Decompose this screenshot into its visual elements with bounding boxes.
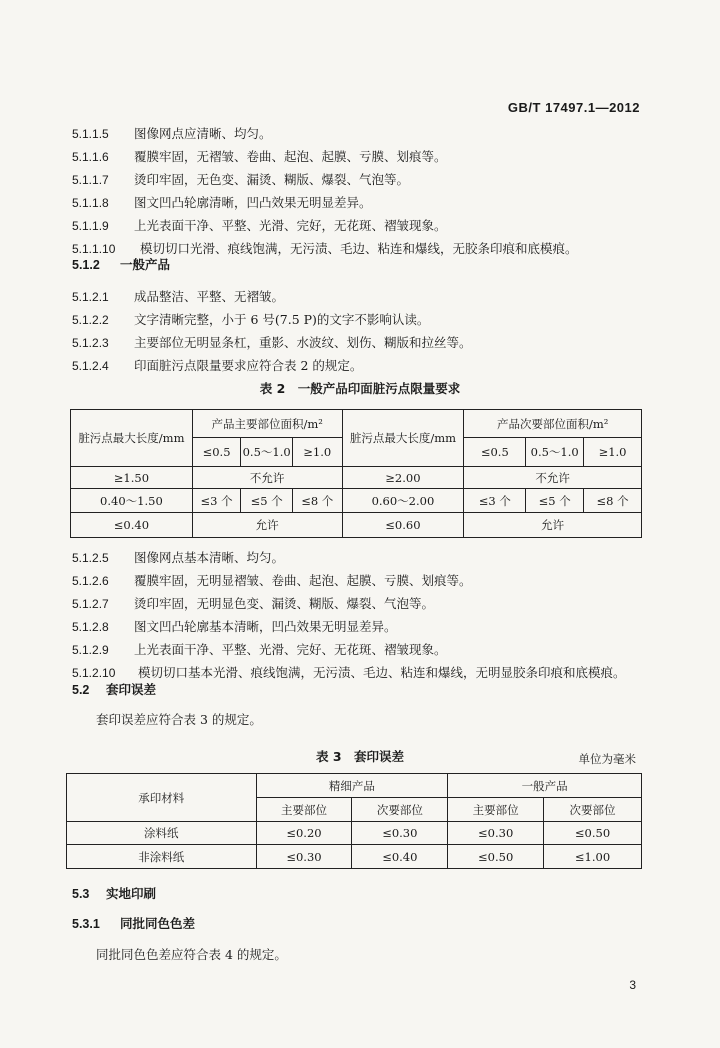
table3-cell: ≤0.50 (448, 845, 544, 869)
table3-subheader: 次要部位 (352, 798, 448, 822)
table2-cell: ≤3 个 (464, 489, 526, 513)
table2-cell: 不允许 (192, 467, 342, 489)
clause-list-5-1-2-cont (72, 546, 672, 684)
paragraph-5-2: 套印误差应符合表 3 的规定。 (96, 712, 262, 727)
clause-item: 5.1.1.6 覆膜牢固，无褶皱、卷曲、起泡、起膜、亏膜、划痕等。 (72, 149, 447, 164)
table2-caption: 表 2 一般产品印面脏污点限量要求 (259, 381, 461, 396)
table3-cell: 涂料纸 (67, 822, 257, 845)
table3-subheader: 主要部位 (256, 798, 352, 822)
table3-cell: ≤0.20 (256, 822, 352, 845)
clause-item: 5.1.2.1 成品整洁、平整、无褶皱。 (72, 289, 285, 304)
table2 (70, 409, 642, 538)
table3-unit-note: 单位为毫米 (578, 752, 636, 766)
table3-subheader: 主要部位 (448, 798, 544, 822)
table2-subheader: 0.5～1.0 (241, 438, 293, 467)
table2-cell: ≥1.50 (71, 467, 193, 489)
table2-subheader: ≤0.5 (464, 438, 526, 467)
table2-cell: 0.40～1.50 (71, 489, 193, 513)
clause-list-5-1-1 (72, 122, 672, 260)
table2-cell: ≤5 个 (241, 489, 293, 513)
table2-subheader: 0.5～1.0 (526, 438, 584, 467)
table3-header-fine: 精细产品 (256, 774, 448, 798)
table2-cell: ≤8 个 (584, 489, 642, 513)
table2-header-secondary-area: 产品次要部位面积/m² (464, 410, 642, 438)
table2-cell: ≤3 个 (192, 489, 241, 513)
section-heading-5-3-1: 5.3.1 同批同色色差 (72, 916, 196, 931)
clause-item: 5.1.1.5 图像网点应清晰、均匀。 (72, 126, 272, 141)
clause-item: 5.1.1.8 图文凹凸轮廓清晰，凹凸效果无明显差异。 (72, 195, 372, 210)
clause-item: 5.1.2.8 图文凹凸轮廓基本清晰，凹凸效果无明显差异。 (72, 619, 397, 634)
clause-list-5-1-2 (72, 285, 672, 377)
table2-header-main-area: 产品主要部位面积/m² (192, 410, 342, 438)
clause-item: 5.1.2.9 上光表面干净、平整、光滑、完好、无花斑、褶皱现象。 (72, 642, 447, 657)
table2-cell: 0.60～2.00 (342, 489, 464, 513)
table2-cell: ≤0.60 (342, 513, 464, 538)
table3-header-general: 一般产品 (448, 774, 642, 798)
paragraph-5-3-1: 同批同色色差应符合表 4 的规定。 (96, 947, 287, 962)
table-row (67, 822, 642, 845)
page-number: 3 (629, 978, 636, 992)
clause-item: 5.1.2.3 主要部位无明显条杠，重影、水波纹、划伤、糊版和拉丝等。 (72, 335, 472, 350)
clause-item: 5.1.2.6 覆膜牢固，无明显褶皱、卷曲、起泡、起膜、亏膜、划痕等。 (72, 573, 472, 588)
table3-caption: 表 3 套印误差 (315, 749, 405, 764)
table3-subheader: 次要部位 (544, 798, 642, 822)
table3-cell: ≤0.30 (352, 822, 448, 845)
table3-cell: ≤0.40 (352, 845, 448, 869)
table3-header-material: 承印材料 (67, 774, 257, 822)
table2-cell: ≤8 个 (292, 489, 342, 513)
table-row (67, 845, 642, 869)
table2-cell: ≤0.40 (71, 513, 193, 538)
clause-item: 5.1.2.2 文字清晰完整，小于 6 号(7.5 P)的文字不影响认读。 (72, 312, 430, 327)
section-heading-5-2: 5.2 套印误差 (72, 682, 157, 697)
clause-item: 5.1.2.7 烫印牢固，无明显色变、漏烫、糊版、爆裂、气泡等。 (72, 596, 435, 611)
table2-subheader: ≤0.5 (192, 438, 241, 467)
clause-item: 5.1.1.9 上光表面干净、平整、光滑、完好，无花斑、褶皱现象。 (72, 218, 447, 233)
table-row (71, 489, 642, 513)
clause-item: 5.1.2.4 印面脏污点限量要求应符合表 2 的规定。 (72, 358, 363, 373)
clause-item: 5.1.1.10 模切切口光滑、痕线饱满，无污渍、毛边、粘连和爆线，无胶条印痕和底模痕。 (72, 241, 578, 256)
clause-item: 5.1.2.5 图像网点基本清晰、均匀。 (72, 550, 285, 565)
table3-cell: ≤0.30 (448, 822, 544, 845)
section-heading-5-3: 5.3 实地印刷 (72, 886, 157, 901)
table2-subheader: ≥1.0 (292, 438, 342, 467)
table3-cell: ≤0.50 (544, 822, 642, 845)
table3-cell: ≤0.30 (256, 845, 352, 869)
table2-cell: 不允许 (464, 467, 642, 489)
table2-subheader: ≥1.0 (584, 438, 642, 467)
table-row (71, 467, 642, 489)
table2-cell: 允许 (192, 513, 342, 538)
table2-cell: ≥2.00 (342, 467, 464, 489)
table2-cell: 允许 (464, 513, 642, 538)
table-row (71, 513, 642, 538)
table2-header-length: 脏污点最大长度/mm (71, 410, 193, 467)
table3 (66, 773, 642, 869)
clause-item: 5.1.2.10 模切切口基本光滑、痕线饱满，无污渍、毛边、粘连和爆线，无明显胶条印痕和底模痕。 (72, 665, 626, 680)
table3-cell: ≤1.00 (544, 845, 642, 869)
table2-header-length: 脏污点最大长度/mm (342, 410, 464, 467)
clause-item: 5.1.1.7 烫印牢固，无色变、漏烫、糊版、爆裂、气泡等。 (72, 172, 410, 187)
standard-code: GB/T 17497.1—2012 (507, 100, 640, 115)
table2-cell: ≤5 个 (526, 489, 584, 513)
section-heading-5-1-2: 5.1.2 一般产品 (72, 257, 171, 272)
table3-cell: 非涂料纸 (67, 845, 257, 869)
